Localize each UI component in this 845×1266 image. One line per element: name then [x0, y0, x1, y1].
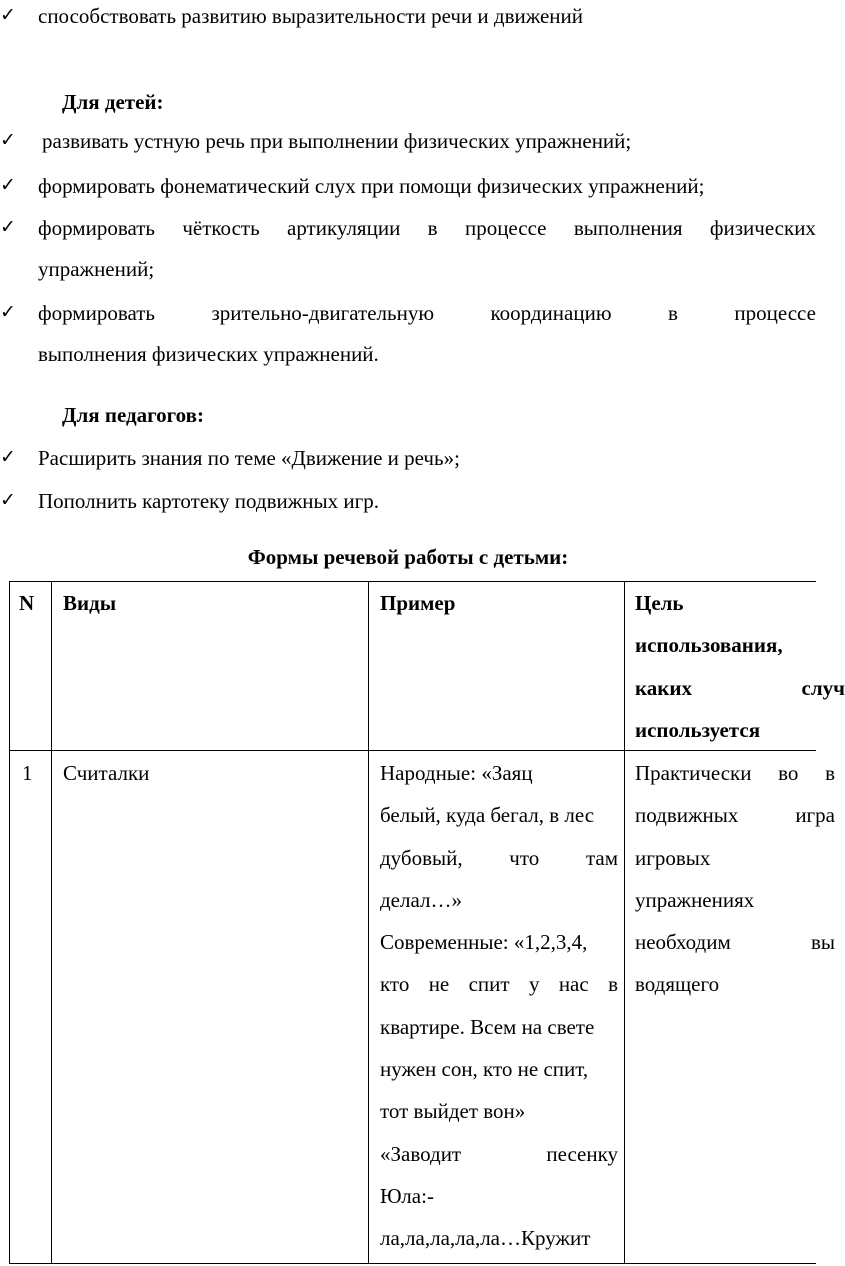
children-item-2: формировать фонематический слух при помощи физических упражнений;: [38, 174, 705, 198]
children-item-4-line1: формировать зрительно-двигательную координацию в процессе: [38, 301, 816, 325]
check-icon: ✓: [0, 129, 16, 151]
header-num: N: [19, 591, 35, 615]
table-border-left: [9, 581, 10, 1264]
header-example: Пример: [380, 591, 456, 615]
teachers-item-2: Пополнить картотеку подвижных игр.: [38, 489, 379, 513]
table-col-divider: [624, 581, 625, 1264]
check-icon: ✓: [0, 174, 16, 196]
table-title: Формы речевой работы с детьми:: [247, 545, 569, 569]
check-icon: ✓: [0, 489, 16, 511]
children-item-1: развивать устную речь при выполнении физических упражнений;: [42, 129, 632, 153]
children-item-3-line2: упражнений;: [38, 257, 155, 281]
children-heading: Для детей:: [62, 90, 164, 114]
check-icon: ✓: [0, 216, 16, 238]
goal-item: способствовать развитию выразительности речи и движений: [38, 4, 584, 28]
header-type: Виды: [63, 591, 117, 615]
check-icon: ✓: [0, 4, 16, 26]
table-border-bottom: [9, 1263, 816, 1264]
check-icon: ✓: [0, 446, 16, 468]
row1-example: Народные: «Заяц белый, куда бегал, в лес дубовый, что там делал…» Современные: «1,2,3,4, кто не спит у нас в квартире. Всем на свете нужен сон, кто не спит, тот выйдет вон» «Заводит песенку Юла:- ла,ла,ла,ла,ла…Кружит: [380, 761, 618, 1251]
teachers-item-1: Расширить знания по теме «Движение и речь»;: [38, 446, 460, 470]
row1-type: Считалки: [63, 761, 150, 785]
check-icon: ✓: [0, 301, 16, 323]
row1-goal: Практически во в подвижных игра игровых упражнениях необходим вы водящего: [635, 761, 835, 997]
table-col-divider: [51, 581, 52, 1264]
header-goal: Цель использования, каких случ используется: [635, 591, 845, 742]
table-col-divider: [368, 581, 369, 1264]
row1-num: 1: [22, 761, 33, 785]
children-item-3-line1: формировать чёткость артикуляции в процессе выполнения физических: [38, 216, 816, 240]
children-item-4-line2: выполнения физических упражнений.: [38, 342, 379, 366]
teachers-heading: Для педагогов:: [62, 403, 204, 427]
